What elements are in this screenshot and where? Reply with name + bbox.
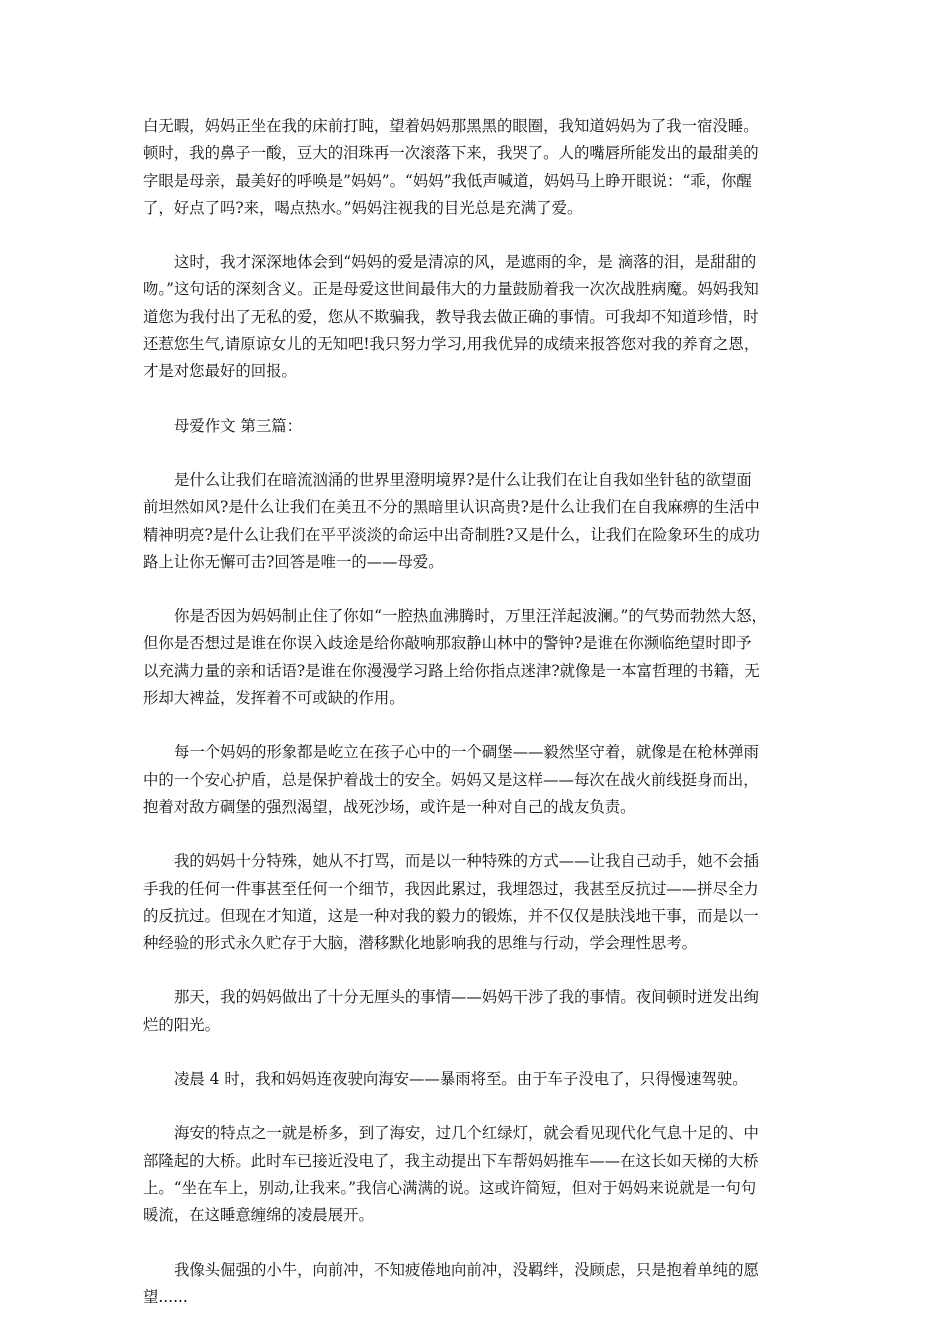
text-line: 白无暇，妈妈正坐在我的床前打盹，望着妈妈那黑黑的眼圈，我知道妈妈为了我一宿没睡。 — [143, 117, 759, 135]
paragraph — [143, 413, 814, 440]
paragraph — [143, 739, 814, 821]
paragraph — [143, 984, 814, 1039]
text-line: 我像头倔强的小牛，向前冲，不知疲倦地向前冲，没羁绊，没顾虑，只是抱着单纯的愿 — [174, 1260, 759, 1279]
document-body — [143, 113, 814, 1338]
text-line: 才是对您最好的回报。 — [143, 362, 297, 381]
text-line: 望...... — [143, 1287, 188, 1306]
text-line: 路上让你无懈可击?回答是唯一的——母爱。 — [143, 552, 444, 571]
text-line: 母爱作文 第三篇： — [174, 416, 303, 435]
text-line: 我的妈妈十分特殊，她从不打骂，而是以一种特殊的方式——让我自己动手，她不会插 — [174, 852, 759, 871]
text-line: 那天，我的妈妈做出了十分无厘头的事情——妈妈干涉了我的事情。夜间顿时迸发出绚 — [174, 988, 759, 1007]
text-line: 凌晨 4 时，我和妈妈连夜驶向海安——暴雨将至。由于车子没电了，只得慢速驾驶。 — [174, 1070, 748, 1089]
text-line: 是什么让我们在暗流汹涌的世界里澄明境界?是什么让我们在让自我如坐针毡的欲望面 — [174, 470, 752, 489]
text-line: 这时，我才深深地体会到“妈妈的爱是清凉的风，是遮雨的伞，是 滴落的泪，是甜甜的 — [174, 253, 757, 272]
text-line: 海安的特点之一就是桥多，到了海安，过几个红绿灯，就会看见现代化气息十足的、中 — [174, 1124, 759, 1143]
text-line: 上。“坐在车上，别动,让我来。”我信心满满的说。这或许简短，但对于妈妈来说就是一句句 — [143, 1178, 757, 1197]
text-line: 的反抗过。但现在才知道，这是一种对我的毅力的锻炼，并不仅仅是肤浅地干事，而是以一 — [143, 906, 759, 925]
text-line: 还惹您生气,请原谅女儿的无知吧!我只努力学习,用我优异的成绩来报答您对我的养育之恩， — [143, 335, 760, 354]
paragraph — [143, 1120, 814, 1229]
text-line: 手我的任何一件事甚至任何一个细节，我因此累过，我埋怨过，我甚至反抗过——拼尽全力 — [143, 879, 759, 898]
paragraph — [143, 113, 814, 222]
text-line: 形却大裨益，发挥着不可或缺的作用。 — [143, 689, 405, 708]
text-line: 中的一个安心护盾，总是保护着战士的安全。妈妈又是这样——每次在战火前线挺身而出， — [143, 770, 759, 789]
text-line: 暖流，在这睡意缠绵的凌晨展开。 — [143, 1206, 374, 1225]
text-line: 种经验的形式永久贮存于大脑，潜移默化地影响我的思维与行动，学会理性思考。 — [143, 934, 698, 953]
paragraph — [143, 848, 814, 957]
paragraph — [143, 603, 814, 712]
text-line: 但你是否想过是谁在你误入歧途是给你敲响那寂静山林中的警钟?是谁在你濒临绝望时即予 — [143, 634, 752, 653]
text-line: 每一个妈妈的形象都是屹立在孩子心中的一个碉堡——毅然坚守着，就像是在枪林弹雨 — [174, 743, 759, 762]
text-line: 顿时，我的鼻子一酸，豆大的泪珠再一次滚落下来，我哭了。人的嘴唇所能发出的最甜美的 — [143, 144, 759, 163]
text-line: 烂的阳光。 — [143, 1015, 220, 1034]
text-line: 精神明亮?是什么让我们在平平淡淡的命运中出奇制胜?又是什么，让我们在险象环生的成功 — [143, 525, 760, 544]
text-line: 抱着对敌方碉堡的强烈渴望，战死沙场，或许是一种对自己的战友负责。 — [143, 797, 636, 816]
paragraph — [143, 467, 814, 576]
paragraph — [143, 1257, 814, 1312]
text-line: 道您为我付出了无私的爱，您从不欺骗我，教导我去做正确的事情。可我却不知道珍惜，时 — [143, 307, 759, 326]
text-line: 了，好点了吗?来，喝点热水。”妈妈注视我的目光总是充满了爱。 — [143, 198, 583, 217]
text-line: 吻。”这句话的深刻含义。正是母爱这世间最伟大的力量鼓励着我一次次战胜病魔。妈妈我知 — [143, 280, 759, 299]
text-line: 字眼是母亲，最美好的呼唤是”妈妈”。“妈妈”我低声喊道，妈妈马上睁开眼说：“乖，你醒 — [143, 171, 752, 190]
text-line: 部隆起的大桥。此时车已接近没电了，我主动提出下车帮妈妈推车——在这长如天梯的大桥 — [143, 1151, 759, 1170]
paragraph — [143, 1066, 814, 1093]
text-line: 你是否因为妈妈制止住了你如“一腔热血沸腾时，万里汪洋起波澜。”的气势而勃然大怒， — [174, 607, 767, 626]
text-line: 以充满力量的亲和话语?是谁在你漫漫学习路上给你指点迷津?就像是一本富哲理的书籍，无 — [143, 661, 760, 680]
text-line: 前坦然如风?是什么让我们在美丑不分的黑暗里认识高贵?是什么让我们在自我麻痹的生活中 — [143, 498, 760, 517]
paragraph — [143, 249, 814, 385]
